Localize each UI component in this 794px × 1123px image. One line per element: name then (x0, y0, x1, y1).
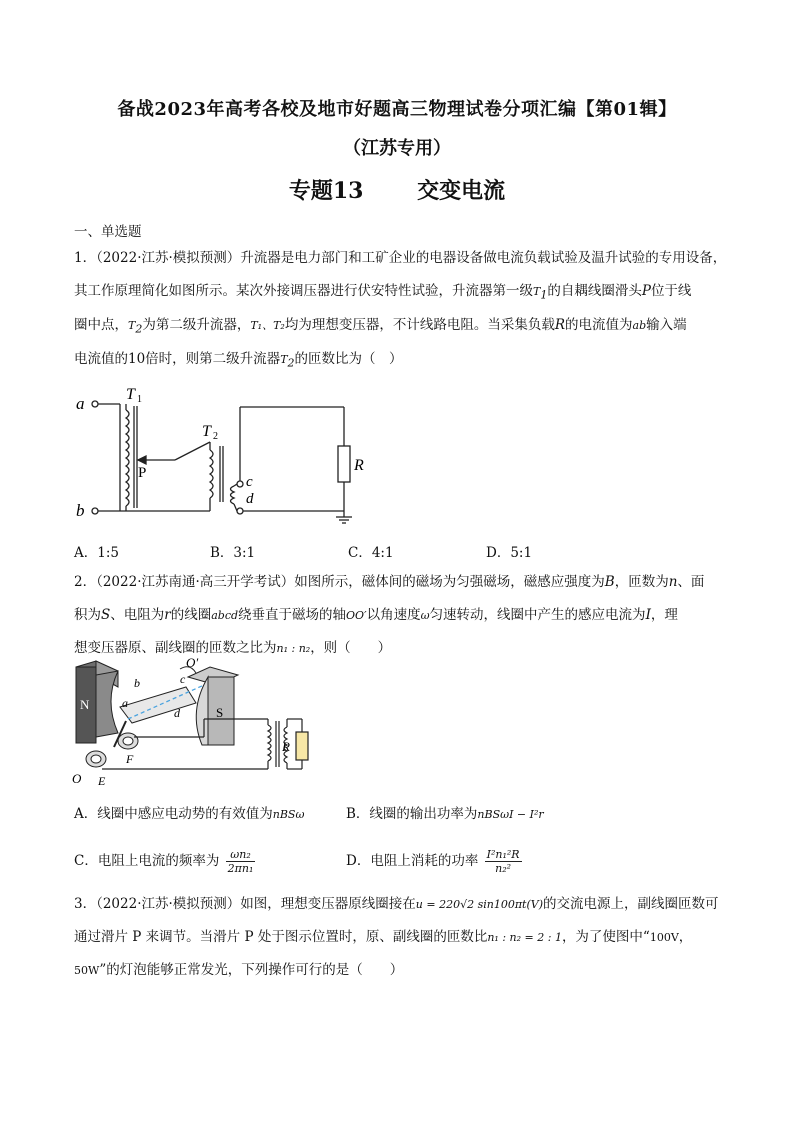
fig2-label-a: a (122, 696, 128, 710)
fig2-label-d: d (174, 706, 180, 720)
q2-line2: 积为S、电阻为r的线圈abcd绕垂直于磁场的轴OO′以角速度ω匀速转动，线圈中产生的感应电流为I，理 (74, 607, 678, 623)
fig1-label-a: a (76, 394, 85, 413)
fig1-label-T2-sub: 2 (213, 431, 218, 442)
q2-line1: 2．（2022·江苏南通·高三开学考试）如图所示，磁体间的磁场为匀强磁场，磁感应强度为B，匝数为n、面 (74, 574, 705, 590)
q2-option-c-fraction: $\frac{\text{ωn₂}}{\text{2πn₁}}$ (227, 848, 254, 875)
q2-option-b[interactable]: B．线圈的输出功率为nBSωI − I²r (346, 806, 544, 822)
q1-line1: 1．（2022·江苏·模拟预测）升流器是电力部门和工矿企业的电器设备做电流负载试验及温升试验的专用设备， (74, 250, 727, 266)
fig1-label-R: R (354, 457, 364, 474)
q3-line1: 3．（2022·江苏·模拟预测）如图，理想变压器原线圈接在u = 220√2 sin100πt(V)的交流电源上，副线圈匝数可 (74, 896, 719, 912)
fig1-label-b: b (76, 501, 85, 520)
q1-line3: 圈中点，$T_2$为第二级升流器，T₁、T₂均为理想变压器，不计线路电阻。当采集负载R的电流值为ab输入端 (74, 317, 687, 336)
fig1-label-d: d (246, 491, 254, 507)
q2-option-a[interactable]: A．线圈中感应电动势的有效值为nBSω (74, 806, 305, 822)
fig2-label-N: N (80, 697, 90, 712)
q2-option-d-fraction: $\frac{\text{I²n₁²R}}{\text{n₂²}}$ (486, 848, 520, 875)
fig2-label-c: c (180, 672, 186, 686)
fig1-label-T1-sub: 1 (137, 394, 142, 405)
q1-circuit-figure (70, 380, 370, 530)
fig1-label-c: c (246, 474, 253, 490)
fig2-label-b: b (134, 676, 140, 690)
q1-option-c[interactable]: C．4:1 (348, 545, 394, 561)
document-title: 备战2023年高考各校及地市好题高三物理试卷分项汇编【第01辑】 (117, 99, 677, 120)
fig2-label-O: O (72, 771, 82, 786)
q2-line3: 想变压器原、副线圈的匝数之比为n₁ : n₂，则（ ） (74, 640, 392, 656)
fig2-label-R: R (282, 739, 290, 754)
q1-option-b[interactable]: B．3:1 (210, 545, 256, 561)
q2-option-d[interactable]: D．电阻上消耗的功率 $\frac{\text{I²n₁²R}}{\text{n₂²}}$ (346, 848, 520, 875)
q1-option-d[interactable]: D．5:1 (486, 545, 533, 561)
fig1-label-T2: T (202, 423, 211, 440)
q1-line2: 其工作原理简化如图所示。某次外接调压器进行伏安特性试验，升流器第一级$T_1$的自耦线圈滑头P位于线 (74, 283, 692, 302)
q1-line4: 电流值的10倍时，则第二级升流器$T_2$的匝数比为（ ） (74, 351, 403, 370)
fig2-label-O1: O′ (186, 657, 199, 670)
q2-option-c[interactable]: C．电阻上电流的频率为 $\frac{\text{ωn₂}}{\text{2πn₁}}$ (74, 848, 254, 875)
q3-line3: 50W”的灯泡能够正常发光，下列操作可行的是（ ） (74, 962, 404, 978)
q1-option-a[interactable]: A．1:5 (74, 545, 119, 561)
fig2-label-E: E (98, 774, 106, 787)
q3-line2: 通过滑片 P 来调节。当滑片 P 处于图示位置时，原、副线圈的匝数比n₁ : n₂ = 2 : 1，为了使图中“100V， (74, 929, 693, 945)
fig2-label-S: S (216, 705, 224, 720)
document-subtitle: （江苏专用） (343, 138, 451, 159)
fig1-label-P: P (138, 465, 147, 481)
q2-generator-figure (68, 657, 318, 787)
topic-title: 专题13 交变电流 (288, 178, 506, 204)
fig1-label-T1: T (126, 386, 135, 403)
section-heading: 一、单选题 (74, 224, 142, 240)
fig2-label-F: F (126, 752, 134, 766)
